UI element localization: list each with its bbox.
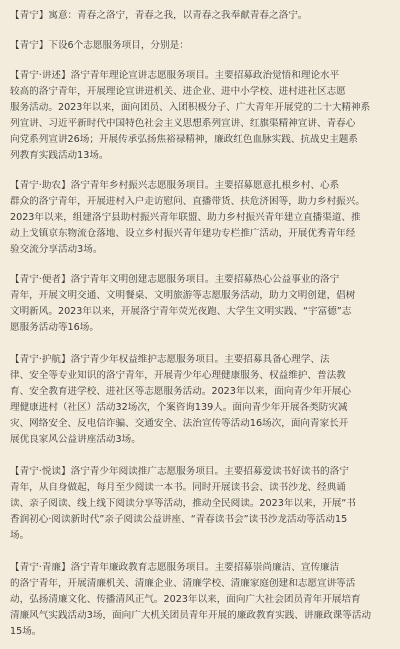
- project-4-line-1: 【青宁·护航】洛宁青少年权益维护志愿服务项目。主要招募具备心理学、法: [10, 354, 330, 365]
- project-5-line-5: 场。: [10, 530, 30, 541]
- project-3-line-3: 文明新风。2023年以来，开展洛宁青年荧光夜跑、大学生文明实践、“宇富德”志: [10, 306, 352, 317]
- project-6-line-1: 【青宁·青廉】洛宁青年廉政教育志愿服务项目。主要招募崇尚廉洁、宣传廉洁: [10, 562, 340, 573]
- project-6-line-2: 的洛宁青年，开展清廉机关、清廉企业、清廉学校、清廉家庭创建和志愿宣讲等活: [10, 578, 356, 589]
- project-1-line-1: 【青宁·讲述】洛宁青年理论宣讲志愿服务项目。主要招募政治觉悟和理论水平: [10, 70, 340, 81]
- project-1-line-2: 较高的洛宁青年，开展理论宣讲进机关、进企业、进中小学校、进村进社区志愿: [10, 86, 346, 97]
- project-2-line-1: 【青宁·助农】洛宁青年乡村振兴志愿服务项目。主要招募愿意扎根乡村、心系: [10, 180, 340, 191]
- project-1-line-4: 列宣讲、习近平新时代中国特色社会主义思想系列宣讲、红旗渠精神宣讲、青春心: [10, 118, 356, 129]
- project-2-line-3: 2023年以来，组建洛宁县助村振兴青年联盟、助力乡村振兴青年建立直播渠道、推: [10, 212, 361, 223]
- project-6-line-4: 清廉风气实践活动3场，面向广大机关团员青年开展的廉政教育实践、讲廉政课等活动: [10, 610, 372, 621]
- project-4-line-2: 律、安全等专业知识的洛宁青年，开展青少年心理健康服务、权益维护、普法教: [10, 370, 346, 381]
- project-5-line-2: 青年，从自身做起，每月至少阅读一本书。同时开展读书会、读书沙龙、经典诵: [10, 482, 346, 493]
- project-6-line-3: 动，弘扬清廉文化、传播清风正气。2023年以来，面向广大社会团员青年开展培育: [10, 594, 361, 605]
- project-4-line-4: 理健康进村（社区）活动32场次，个案咨询139人。面向青少年开展各类防灾减: [10, 402, 348, 413]
- intro-line-2: 【青宁】下设6个志愿服务项目，分别是：: [10, 40, 189, 51]
- project-3-line-1: 【青宁·便者】洛宁青年文明创建志愿服务项目。主要招募热心公益事业的洛宁: [10, 274, 340, 285]
- project-2-line-2: 群众的洛宁青年，开展进村入户走访慰问、直播带货、扶危济困等，助力乡村振兴。: [10, 196, 365, 207]
- intro-line-1: 【青宁】寓意：青春之洛宁，青春之我，以青春之我奉献青春之洛宁。: [10, 10, 308, 21]
- project-2-line-4: 动上戈镇京东物流仓落地、设立乡村振兴青年建功专栏推广活动，开展优秀青年经: [10, 228, 356, 239]
- project-3-line-4: 愿服务活动等16场。: [10, 322, 99, 333]
- project-5-line-3: 读、亲子阅读、线上线下阅读分享等活动，推动全民阅读。2023年以来，开展“书: [10, 498, 356, 509]
- project-3-line-2: 青年，开展文明交通、文明餐桌、文明旅游等志愿服务活动，助力文明创建，倡树: [10, 290, 356, 301]
- project-6-line-5: 15场。: [10, 626, 42, 637]
- project-5-line-1: 【青宁·悦读】洛宁青少年阅读推广志愿服务项目。主要招募爱读书好读书的洛宁: [10, 466, 349, 477]
- project-1-line-6: 列教育实践活动13场。: [10, 150, 109, 161]
- project-1-line-5: 向党系列宣讲26场；开展传承弘扬焦裕禄精神，廉政红色血脉实践、抗战史主题系: [10, 134, 358, 145]
- project-4-line-6: 展优良家风公益讲座活动3场。: [10, 434, 141, 445]
- project-5-line-4: 香润初心·阅读新时代”亲子阅读公益讲座、“青春读书会”读书沙龙活动等活动15: [10, 514, 348, 525]
- project-4-line-5: 灾、网络安全、反电信诈骗、交通安全、法治宣传等活动16场次，面向青家长开: [10, 418, 349, 429]
- project-1-line-3: 服务活动。2023年以来，面向团员、入团积极分子、广大青年开展党的二十大精神系: [10, 102, 371, 113]
- project-4-line-3: 育、安全教育进学校、进社区等志愿服务活动。2023年以来，面向青少年开展心: [10, 386, 352, 397]
- project-2-line-5: 验交流分享活动3场。: [10, 244, 103, 255]
